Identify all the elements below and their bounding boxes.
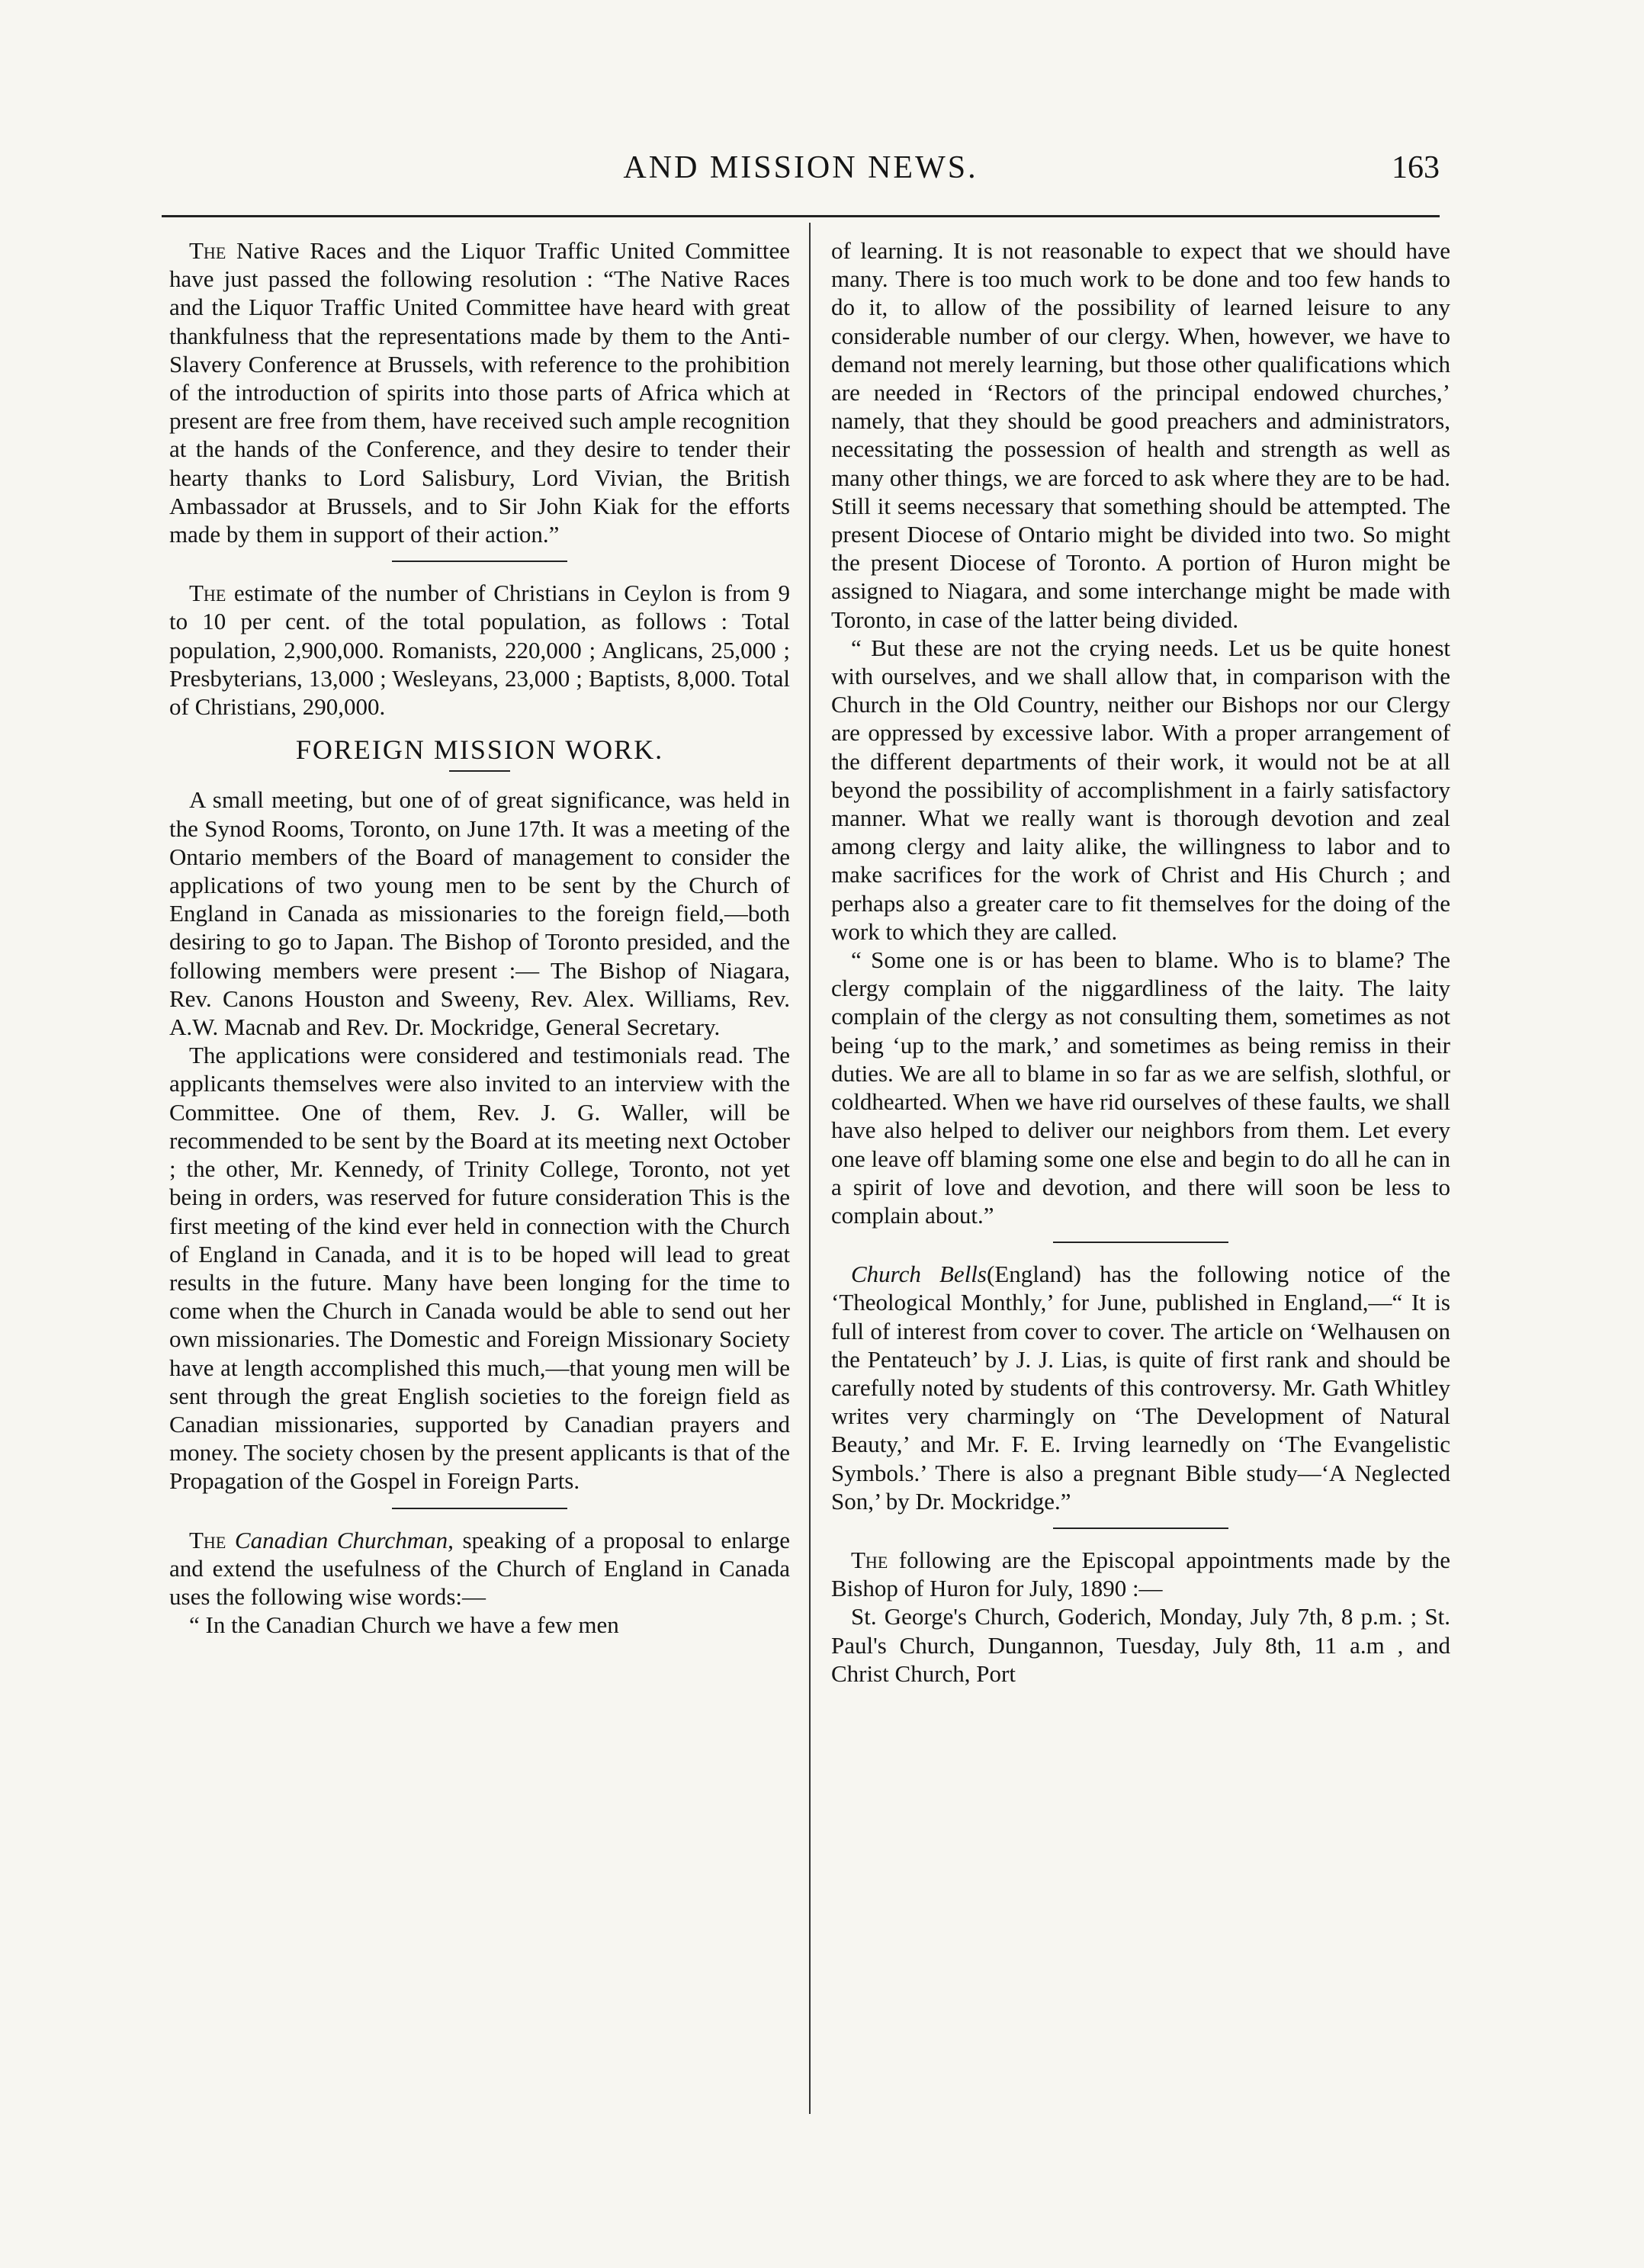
separator-rule [392,561,567,562]
header-rule [162,215,1440,217]
publication-title: Canadian Churchman, [226,1526,454,1553]
publication-title: Church Bells [851,1261,987,1288]
paragraph-crying-needs: “ But these are not the crying needs. Let us be quite honest with ourselves, and we shall allow that, in comparison with the Church in the Old Country, neither our Bishops nor our Clergy are oppressed by excessive labor. With a proper arrangement of the different departments of their work, it would not be at all beyond the possibility of accomplishment in a fairly satisfactory manner. What we really want is thorough devotion and zeal among clergy and laity alike, the willingness to labor and to make sacrifices for the work of Christ and His Church ; and perhaps also a greater care to fit themselves for the doing of the work to which they are called. [831,634,1450,945]
paragraph-blame: “ Some one is or has been to blame. Who is to blame? The clergy complain of the niggardliness of the laity. The laity complain of the clergy as not consulting them, sometimes as not being ‘up to the mark,’ and sometimes as being remiss in their duties. We are all to blame in so far as we are selfish, slothful, or coldhearted. When we have rid ourselves of these faults, we shall have also helped to deliver our neighbors from them. Let every one leave off blaming some one else and begin to do all he can in a spirit of love and devotion, and there will soon be less to complain about.” [831,946,1450,1229]
right-column [831,236,1450,1688]
page-number: 163 [1392,150,1440,185]
paragraph-church-bells [831,1260,1450,1515]
paragraph-meeting: A small meeting, but one of of great significance, was held in the Synod Rooms, Toronto, on June 17th. It was a meeting of the Ontario members of the Board of management to consider the applications of two young men to be sent by the Church of England in Canada as missionaries to the foreign field,—both desiring to go to Japan. The Bishop of Toronto presided, and the following members were present :— The Bishop of Niagara, Rev. Canons Houston and Sweeny, Rev. Alex. Williams, Rev. A.W. Macnab and Rev. Dr. Mockridge, General Secretary. [169,786,790,1041]
paragraph-schedule: St. George's Church, Goderich, Monday, July 7th, 8 p.m. ; St. Paul's Church, Dungannon, Tuesday, July 8th, 11 a.m , and Christ Church, Port [831,1603,1450,1687]
separator-rule [392,1508,567,1509]
paragraph-text: speaking of a proposal to enlarge and extend the usefulness of the Church of England in Canada uses the following wise words:— [169,1526,790,1610]
paragraph-text: Native Races and the Liquor Traffic United Committee have just passed the following resolution : “The Native Races and the Liquor Traffic United Committee have heard with great thankfulness that the representations made by them to the Anti-Slavery Conference at Brussels, with reference to the prohibition of the introduction of spirits into those parts of Africa which at present are free from them, have received such ample recognition at the hands of the Conference, and they desire to tender their hearty thanks to Lord Salisbury, Lord Vivian, the British Ambassador at Brussels, and to Sir John Kiak for the efforts made by them in support of their action.” [169,237,790,548]
paragraph-quote-start: “ In the Canadian Church we have a few men [189,1611,619,1639]
section-heading: FOREIGN MISSION WORK. [295,734,664,766]
paragraph-quote-continued: of learning. It is not reasonable to expect that we should have many. There is too much work to be done and too few hands to do it, to allow of the possibility of learned leisure to any considerable number of our clergy. When, however, we have to demand not merely learning, but those other qualifications which are needed in ‘Rectors of the principal endowed churches,’ namely, that they should be good preachers and administrators, necessitating the possession of health and strength as well as many other things, we are forced to ask where they are to be had. Still it seems necessary that something should be attempted. The present Diocese of Ontario might be divided into two. So might the present Diocese of Toronto. A portion of Huron might be assigned to Niagara, and some interchange might be made with Toronto, in case of the latter being divided. [831,237,1450,633]
lead-word: The [189,580,226,607]
left-column [169,236,790,1639]
heading-rule [449,770,510,772]
running-title: AND MISSION NEWS. [623,150,978,185]
separator-rule [1053,1242,1228,1243]
lead-word: The [851,1546,888,1573]
paragraph-text: estimate of the number of Christians in Ceylon is from 9 to 10 per cent. of the total population, as follows : Total population, 2,900,000. Romanists, 220,000 ; Anglicans, 25,000 ; Presbyterians, 13,000 ; Wesleyans, 23,000 ; Baptists, 8,000. Total of Christians, 290,000. [169,580,790,721]
paragraph-text: following are the Episcopal appointments made by the Bishop of Huron for July, 1890 :— [831,1546,1450,1602]
separator-rule [1053,1528,1228,1529]
lead-word: The [189,237,226,264]
lead-word: The [189,1526,226,1553]
paragraph-text: (England) has the following notice of the ‘Theological Monthly,’ for June, published in England,—“ It is full of interest from cover to cover. The article on ‘Welhausen on the Pentateuch’ by J. J. Lias, is quite of first rank and should be carefully noted by students of this controversy. Mr. Gath Whitley writes very charmingly on ‘The Development of Natural Beauty,’ and Mr. F. E. Irving learnedly on ‘The Evangelistic Symbols.’ There is also a pregnant Bible study—‘A Neglected Son,’ by Dr. Mockridge.” [831,1261,1450,1515]
paragraph-ceylon [169,579,790,721]
paragraph-canadian-churchman [169,1526,790,1611]
paragraph-applications: The applications were considered and testimonials read. The applicants themselves were also invited to an interview with the Committee. One of them, Rev. J. G. Waller, will be recommended to be sent by the Board at its meeting next October ; the other, Mr. Kennedy, of Trinity College, Toronto, not yet being in orders, was reserved for future consideration This is the first meeting of the kind ever held in connection with the Church of England in Canada, and it is to be hoped will lead to great results in the future. Many have been longing for the time to come when the Church in Canada would be able to send out her own missionaries. The Domestic and Foreign Missionary Society have at length accomplished this much,—that young men will be sent through the great English societies to the foreign field as Canadian missionaries, supported by Canadian prayers and money. The society chosen by the present applicants is that of the Propagation of the Gospel in Foreign Parts. [169,1042,790,1495]
paragraph-native-races [169,236,790,548]
paragraph-appointments [831,1546,1450,1602]
column-rule [809,223,811,2114]
running-head [162,149,1440,195]
